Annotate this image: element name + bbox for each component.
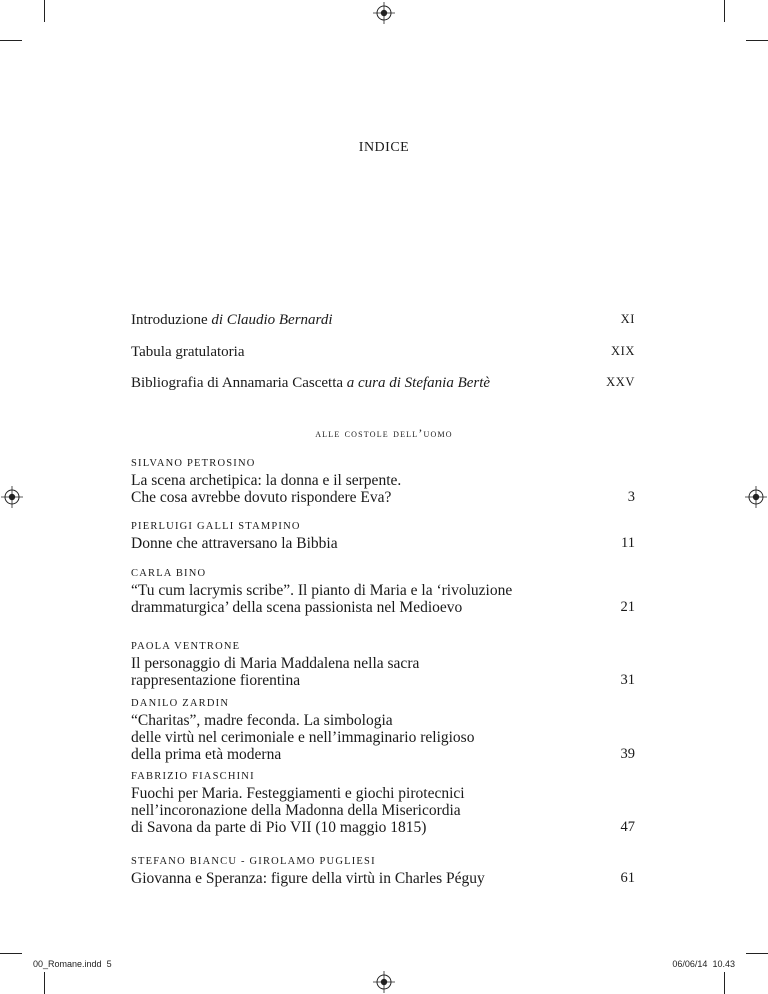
entry-title-line: Giovanna e Speranza: figure della virtù in Charles Péguy bbox=[131, 870, 485, 887]
slug-page-number: 5 bbox=[106, 959, 112, 969]
slug-file bbox=[33, 959, 112, 969]
entry-author: DANILO ZARDIN bbox=[131, 698, 230, 709]
entry-title bbox=[131, 712, 551, 763]
toc-entry[interactable] bbox=[131, 458, 635, 506]
section-heading: alle costole dell’uomo bbox=[315, 426, 453, 440]
entry-title-line: “Charitas”, madre feconda. La simbologia bbox=[131, 712, 393, 729]
crop-mark bbox=[0, 40, 22, 41]
entry-title-line: Fuochi per Maria. Festeggiamenti e giochi pirotecnici bbox=[131, 785, 465, 802]
crop-mark bbox=[0, 953, 22, 954]
slug-timestamp bbox=[672, 959, 735, 969]
toc-entry[interactable] bbox=[131, 521, 635, 552]
entry-title-line: nell’incoronazione della Madonna della Misericordia bbox=[131, 802, 461, 819]
front-matter-page: XIX bbox=[610, 344, 635, 358]
entry-page: 61 bbox=[620, 870, 635, 886]
crop-mark bbox=[44, 0, 45, 22]
toc-entry[interactable] bbox=[131, 856, 635, 887]
entry-title-line: Donne che attraversano la Bibbia bbox=[131, 535, 338, 552]
crop-mark bbox=[724, 972, 725, 994]
entry-title-line: di Savona da parte di Pio VII (10 maggio 1815) bbox=[131, 819, 427, 836]
front-matter-label: Introduzione bbox=[131, 312, 212, 328]
entry-author: PIERLUIGI GALLI STAMPINO bbox=[131, 521, 301, 532]
entry-title-line: rappresentazione fiorentina bbox=[131, 672, 301, 689]
registration-mark-icon bbox=[745, 486, 767, 508]
entry-page: 21 bbox=[620, 599, 635, 615]
entry-title bbox=[131, 870, 551, 887]
entry-title-line: Il personaggio di Maria Maddalena nella sacra bbox=[131, 655, 420, 672]
registration-mark-icon bbox=[1, 486, 23, 508]
page-title: INDICE bbox=[358, 140, 410, 155]
entry-title-line: “Tu cum lacrymis scribe”. Il pianto di Maria e la ‘rivoluzione bbox=[131, 582, 513, 599]
entry-author: PAOLA VENTRONE bbox=[131, 641, 241, 652]
slug-filename: 00_Romane.indd bbox=[33, 959, 102, 969]
crop-mark bbox=[746, 40, 768, 41]
entry-page: 39 bbox=[620, 746, 635, 762]
front-matter-editor: di Claudio Bernardi bbox=[211, 312, 333, 328]
entry-title-line: Che cosa avrebbe dovuto rispondere Eva? bbox=[131, 489, 392, 506]
entry-author: CARLA BINO bbox=[131, 568, 207, 579]
slug-date: 06/06/14 bbox=[672, 959, 708, 969]
entry-title bbox=[131, 535, 551, 552]
toc-entry[interactable] bbox=[131, 641, 635, 689]
entry-author: SILVANO PETROSINO bbox=[131, 458, 256, 469]
entry-title-line: delle virtù nel cerimoniale e nell’immaginario religioso bbox=[131, 729, 475, 746]
registration-mark-icon bbox=[373, 2, 395, 24]
entry-title bbox=[131, 582, 551, 616]
front-matter-editor: a cura di Stefania Bertè bbox=[346, 375, 491, 391]
entry-page: 31 bbox=[620, 672, 635, 688]
front-matter-title bbox=[131, 312, 333, 329]
crop-mark bbox=[724, 0, 725, 22]
entry-author: FABRIZIO FIASCHINI bbox=[131, 771, 255, 782]
front-matter-title bbox=[131, 375, 490, 392]
entry-author: STEFANO BIANCU - GIROLAMO PUGLIESI bbox=[131, 856, 376, 867]
entry-title bbox=[131, 655, 551, 689]
entry-page: 47 bbox=[620, 819, 635, 835]
front-matter-page: XI bbox=[620, 312, 635, 326]
front-matter-title bbox=[131, 344, 244, 361]
front-matter-label: Bibliografia di Annamaria Cascetta bbox=[131, 375, 347, 391]
entry-title bbox=[131, 785, 551, 836]
entry-title-line: della prima età moderna bbox=[131, 746, 282, 763]
slug-time: 10.43 bbox=[712, 959, 735, 969]
registration-mark-icon bbox=[373, 971, 395, 993]
front-matter-page: XXV bbox=[606, 375, 635, 389]
crop-mark bbox=[746, 953, 768, 954]
entry-title-line: La scena archetipica: la donna e il serpente. bbox=[131, 472, 402, 489]
toc-entry[interactable] bbox=[131, 698, 635, 763]
entry-page: 3 bbox=[627, 489, 635, 505]
front-matter-label: Tabula gratulatoria bbox=[131, 344, 245, 360]
toc-entry[interactable] bbox=[131, 568, 635, 616]
entry-title-line: drammaturgica’ della scena passionista nel Medioevo bbox=[131, 599, 463, 616]
entry-page: 11 bbox=[621, 535, 635, 551]
entry-title bbox=[131, 472, 551, 506]
crop-mark bbox=[44, 972, 45, 994]
toc-entry[interactable] bbox=[131, 771, 635, 836]
